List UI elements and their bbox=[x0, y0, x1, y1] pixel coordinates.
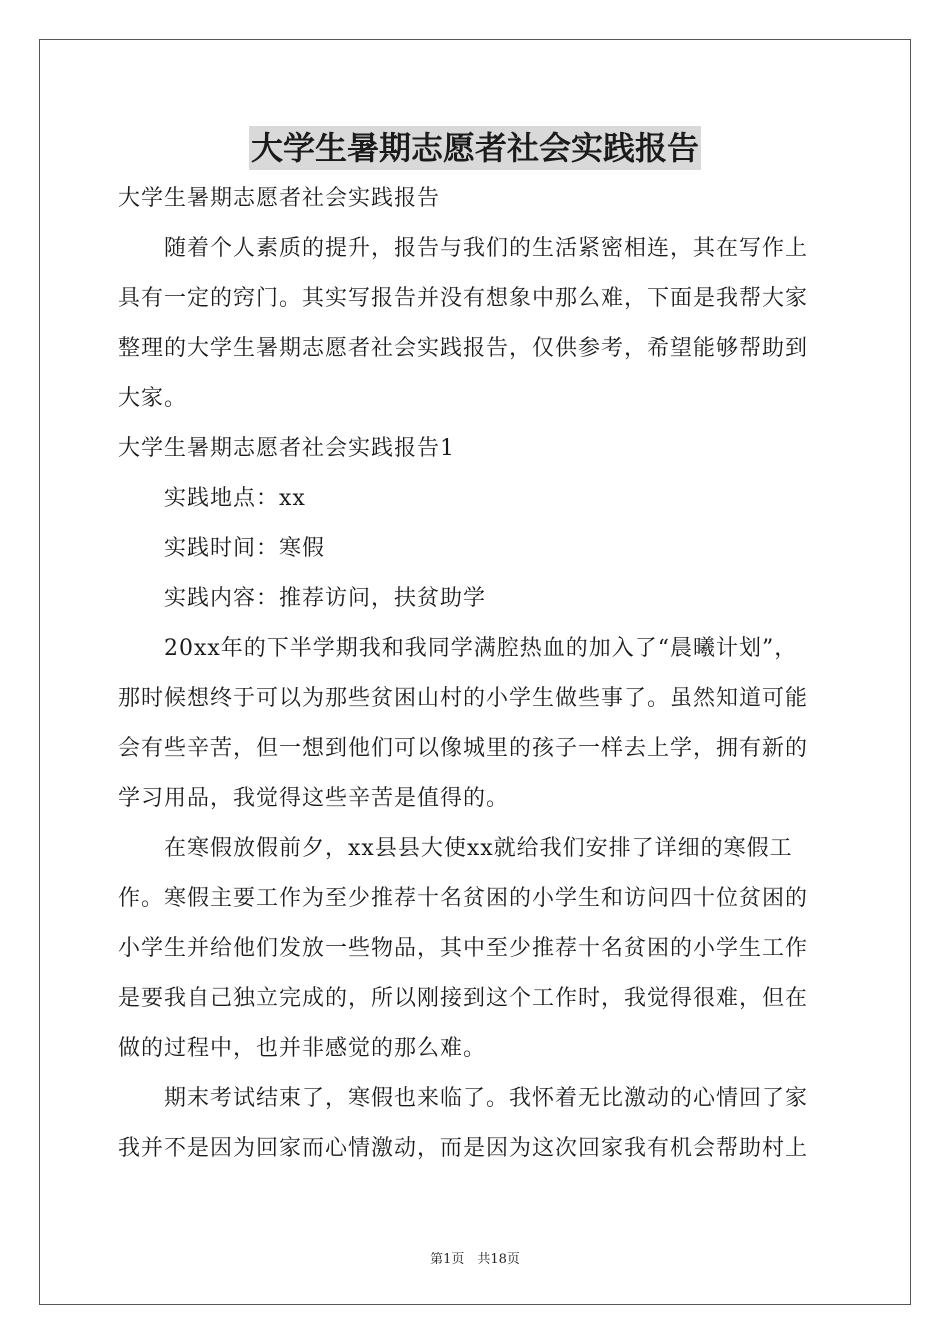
info-line-content: 实践内容：推荐访问，扶贫助学 bbox=[164, 586, 487, 611]
paragraph-line: 随着个人素质的提升，报告与我们的生活紧密相连，其在写作上 bbox=[164, 236, 809, 261]
document-body bbox=[118, 174, 834, 1174]
paragraph-line: 会有些辛苦，但一想到他们可以像城里的孩子一样去上学，拥有新的 bbox=[118, 736, 809, 761]
paragraph-line: 我并不是因为回家而心情激动，而是因为这次回家我有机会帮助村上 bbox=[118, 1136, 809, 1161]
document-title: 大学生暑期志愿者社会实践报告 bbox=[249, 126, 701, 170]
page-footer: 第1页 共18页 bbox=[430, 1252, 520, 1267]
paragraph-line: 期末考试结束了，寒假也来临了。我怀着无比激动的心情回了家 bbox=[164, 1086, 809, 1111]
paragraph-line: 学习用品，我觉得这些辛苦是值得的。 bbox=[118, 786, 510, 811]
paragraph-line: 20xx年的下半学期我和我同学满腔热血的加入了“晨曦计划”， bbox=[164, 636, 798, 661]
paragraph-line: 作。寒假主要工作为至少推荐十名贫困的小学生和访问四十位贫困的 bbox=[118, 886, 809, 911]
section-heading: 大学生暑期志愿者社会实践报告1 bbox=[118, 436, 455, 461]
paragraph-line: 在寒假放假前夕，xx县县大使xx就给我们安排了详细的寒假工 bbox=[164, 836, 793, 861]
paragraph-line: 整理的大学生暑期志愿者社会实践报告，仅供参考，希望能够帮助到 bbox=[118, 336, 809, 361]
paragraph-line: 那时候想终于可以为那些贫困山村的小学生做些事了。虽然知道可能 bbox=[118, 686, 809, 711]
paragraph-line: 具有一定的窍门。其实写报告并没有想象中那么难，下面是我帮大家 bbox=[118, 286, 809, 311]
title-container bbox=[0, 126, 950, 170]
subtitle-line: 大学生暑期志愿者社会实践报告 bbox=[118, 186, 441, 211]
paragraph-line: 小学生并给他们发放一些物品，其中至少推荐十名贫困的小学生工作 bbox=[118, 936, 809, 961]
info-line-time: 实践时间：寒假 bbox=[164, 536, 326, 561]
paragraph-line: 是要我自己独立完成的，所以刚接到这个工作时，我觉得很难，但在 bbox=[118, 986, 809, 1011]
info-line-location: 实践地点：xx bbox=[164, 486, 306, 511]
paragraph-line: 大家。 bbox=[118, 386, 188, 411]
paragraph-line: 做的过程中，也并非感觉的那么难。 bbox=[118, 1036, 487, 1061]
